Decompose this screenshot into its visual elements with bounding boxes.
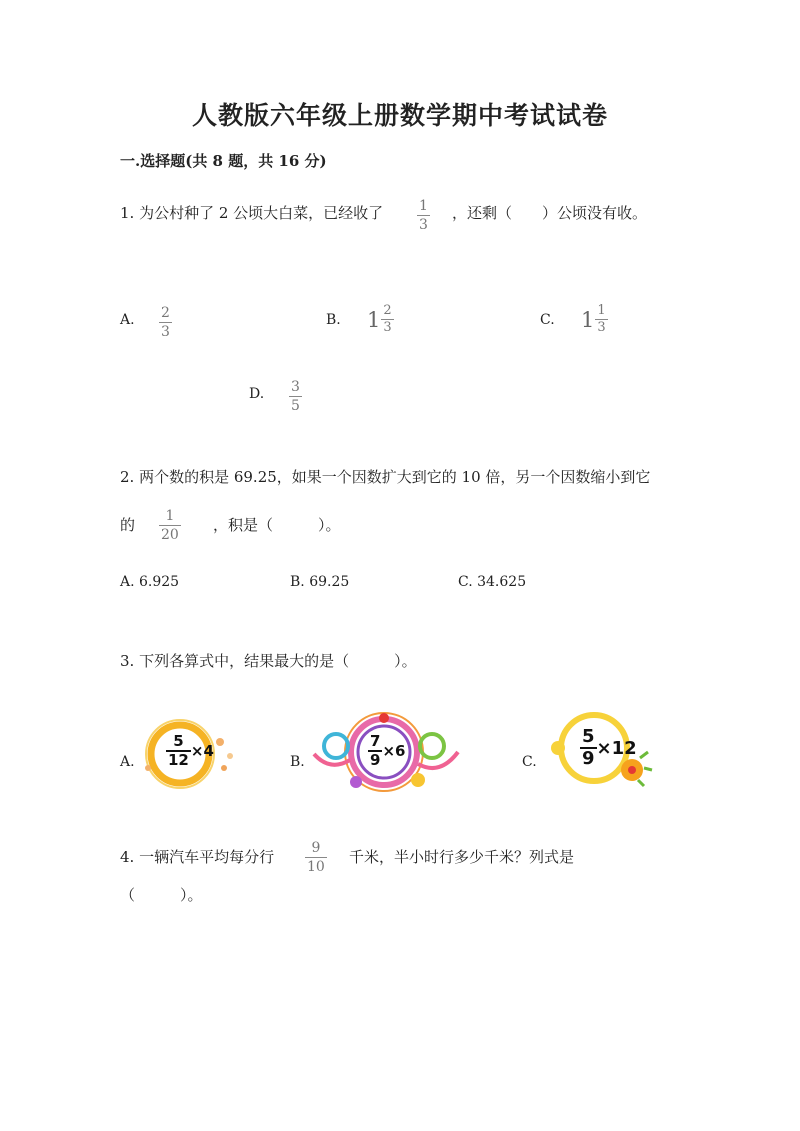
fraction xyxy=(166,734,191,768)
q1-option-b-mixed-number xyxy=(367,304,394,335)
decoration-dot xyxy=(551,741,565,755)
multiplier: ×6 xyxy=(382,742,406,760)
fraction-bar xyxy=(159,525,181,526)
q3-option-c-label: C. xyxy=(522,754,537,770)
fraction xyxy=(381,304,393,335)
q2-fraction xyxy=(159,508,181,543)
decoration-dot xyxy=(221,765,227,771)
q1-text-post: ，还剩（ ）公顷没有收。 xyxy=(452,204,648,222)
q2-option-a: A. 6.925 xyxy=(120,574,180,590)
q3-option-b-expression xyxy=(368,734,405,768)
frac-num: 3 xyxy=(291,379,300,395)
multiplier: ×4 xyxy=(190,742,214,760)
frac-den: 9 xyxy=(582,748,595,769)
fraction xyxy=(368,734,382,768)
multiplier: ×12 xyxy=(596,737,637,759)
q2-text-line1: 2. 两个数的积是 69.25，如果一个因数扩大到它的 10 倍，另一个因数缩小到它 xyxy=(120,468,651,486)
flower-dot xyxy=(411,773,425,787)
q1-option-a-label: A. xyxy=(120,312,135,328)
q4-text-line2: （ ）。 xyxy=(120,886,203,904)
frac-den: 10 xyxy=(307,859,325,875)
q1-option-c-mixed-number xyxy=(581,304,608,335)
fraction-bar xyxy=(305,857,327,858)
q1-frac-den: 3 xyxy=(419,217,428,233)
frac-num: 5 xyxy=(582,726,595,747)
frac-num: 2 xyxy=(383,303,392,318)
q4-text-post: 千米，半小时行多少千米？列式是 xyxy=(349,848,575,866)
decoration-dot xyxy=(227,753,233,759)
frac-num: 7 xyxy=(370,732,381,750)
frac-num: 1 xyxy=(597,303,606,318)
frac-den: 3 xyxy=(597,320,606,335)
q1-frac-num: 1 xyxy=(419,198,428,214)
q1-fraction xyxy=(417,198,430,233)
frac-num: 9 xyxy=(311,840,321,856)
q1-option-a-fraction xyxy=(159,305,172,340)
q2-text-line2-pre: 的 xyxy=(120,516,136,534)
q3-text: 3. 下列各算式中，结果最大的是（ ）。 xyxy=(120,652,417,670)
frac-num: 2 xyxy=(161,305,170,321)
swirl-right xyxy=(420,734,444,758)
q2-option-b: B. 69.25 xyxy=(290,574,350,590)
q3-option-a-expression xyxy=(166,734,214,768)
q3-option-a-label: A. xyxy=(120,754,135,770)
section-heading: 一.选择题(共 8 题，共 16 分) xyxy=(120,152,327,170)
whole-part: 1 xyxy=(581,307,595,332)
q1-option-b-label: B. xyxy=(326,312,341,328)
q1-option-d-fraction xyxy=(289,379,302,414)
decoration-dot xyxy=(216,738,224,746)
q1-option-c-label: C. xyxy=(540,312,555,328)
q2-option-c: C. 34.625 xyxy=(458,574,527,590)
exam-title: 人教版六年级上册数学期中考试试卷 xyxy=(191,101,608,130)
fraction xyxy=(595,304,607,335)
frac-num: 1 xyxy=(165,508,175,524)
frac-den: 20 xyxy=(161,527,179,543)
fraction-bar xyxy=(417,215,430,216)
fraction xyxy=(580,728,597,768)
frac-num: 5 xyxy=(173,732,184,750)
frac-den: 9 xyxy=(370,751,381,769)
flower-dot xyxy=(379,713,389,723)
whole-part: 1 xyxy=(367,307,381,332)
q1-option-d-label: D. xyxy=(249,386,265,402)
q3-option-b-label: B. xyxy=(290,754,305,770)
q4-fraction xyxy=(305,840,327,875)
frac-den: 3 xyxy=(161,324,170,340)
q4-text-pre: 4. 一辆汽车平均每分行 xyxy=(120,848,275,866)
fraction-bar xyxy=(159,322,172,323)
q1-text-pre: 1. 为公村种了 2 公顷大白菜，已经收了 xyxy=(120,204,384,222)
q2-text-line2-post: ，积是（ ）。 xyxy=(213,516,341,534)
frac-den: 12 xyxy=(168,751,189,769)
decoration-dot xyxy=(145,765,151,771)
fraction-bar xyxy=(289,396,302,397)
q3-option-c-expression xyxy=(580,728,637,768)
flower-dot xyxy=(350,776,362,788)
swirl-left xyxy=(324,734,348,758)
frac-den: 5 xyxy=(291,398,300,414)
frac-den: 3 xyxy=(383,320,392,335)
